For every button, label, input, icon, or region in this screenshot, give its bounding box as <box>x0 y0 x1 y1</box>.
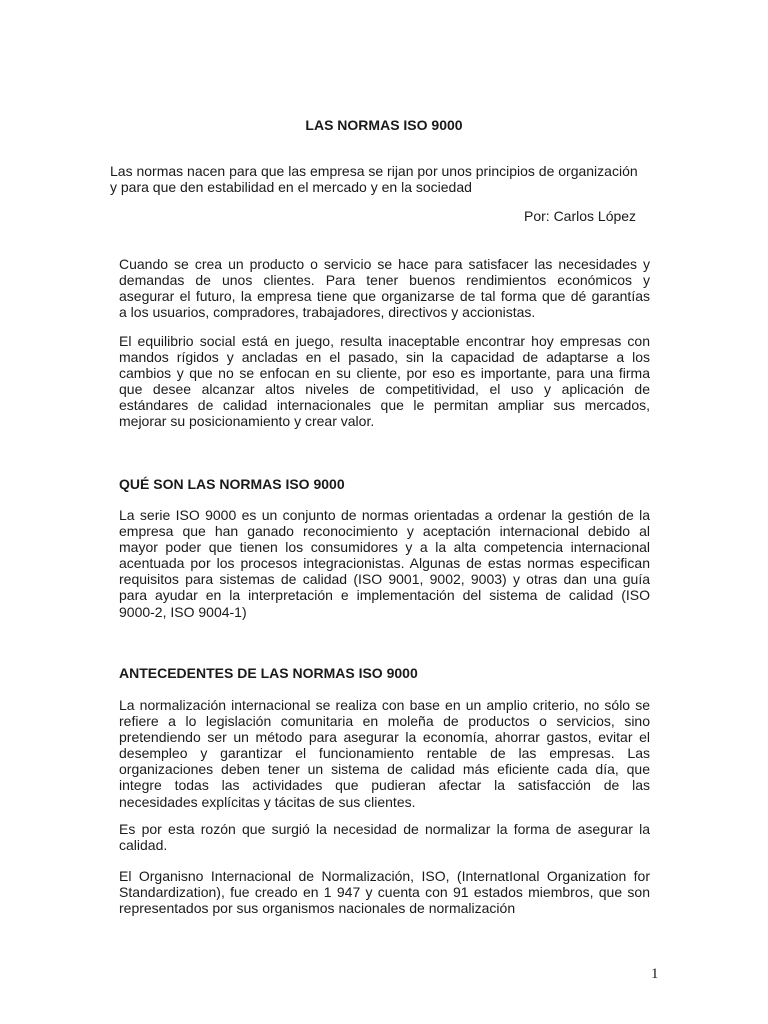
paragraph-line: demandas de unos clientes. Para tener buenos rendimientos económicos y <box>119 272 650 289</box>
paragraph-iso-organization <box>119 868 650 916</box>
paragraph-line: mandos rígidos y ancladas en el pasado, sin la capacidad de adaptarse a los <box>119 349 650 366</box>
paragraph-line: acentuada por los procesos integracionistas. Algunas de estas normas especifican <box>119 555 650 572</box>
paragraph-line: representados por sus organismos nacionales de normalización <box>119 900 516 917</box>
paragraph-line: refiere a lo legislación comunitaria en moleña de productos o servicios, sino <box>119 713 650 730</box>
paragraph-line: estándares de calidad internacionales que le permitan ampliar sus mercados, <box>119 397 650 414</box>
paragraph-line: empresa que han ganado reconocimiento y aceptación internacional debido al <box>119 523 650 540</box>
paragraph-line: mejorar su posicionamiento y crear valor. <box>119 413 375 430</box>
section-heading-what-are: QUÉ SON LAS NORMAS ISO 9000 <box>119 476 345 492</box>
paragraph-line: para ayudar en la interpretación e implementación del sistema de calidad (ISO <box>119 587 650 604</box>
paragraph-line: cambios y que no se enfocan en su cliente, por eso es importante, para una firma <box>119 365 650 382</box>
intro-paragraph <box>110 163 660 195</box>
paragraph-iso-series <box>119 507 650 620</box>
paragraph-line: El equilibrio social está en juego, resulta inaceptable encontrar hoy empresas con <box>119 333 650 349</box>
paragraph-line: Es por esta rozón que surgió la necesidad de normalizar la forma de asegurar la <box>119 821 650 837</box>
paragraph-line: a los usuarios, compradores, trabajadores, directivos y accionistas. <box>119 304 536 321</box>
document-title: LAS NORMAS ISO 9000 <box>305 117 463 133</box>
paragraph-line: necesidades explícitas y tácitas de sus clientes. <box>119 793 416 810</box>
paragraph-normalization <box>119 697 650 810</box>
paragraph-line: que desee alcanzar altos niveles de competitividad, el uso y aplicación de <box>119 381 650 398</box>
paragraph-line: La serie ISO 9000 es un conjunto de normas orientadas a ordenar la gestión de la <box>119 507 650 523</box>
paragraph-line: El Organisno Internacional de Normalización, ISO, (InternatIonal Organization for <box>119 868 650 884</box>
paragraph-line: asegurar el futuro, la empresa tiene que organizarse de tal forma que dé garantías <box>119 288 650 305</box>
author-byline: Por: Carlos López <box>524 208 637 224</box>
intro-line: y para que den estabilidad en el mercado y en la sociedad <box>110 179 472 195</box>
paragraph-products-services <box>119 256 650 320</box>
intro-line: Las normas nacen para que las empresa se rijan por unos principios de organización <box>110 163 638 179</box>
paragraph-reason <box>119 821 650 853</box>
paragraph-line: pretendiendo ser un método para asegurar la economía, ahorrar gastos, evitar el <box>119 729 650 746</box>
paragraph-line: calidad. <box>119 837 168 854</box>
paragraph-social-balance <box>119 333 650 430</box>
paragraph-line: requisitos para sistemas de calidad (ISO 9001, 9002, 9003) y otras dan una guía <box>119 571 650 588</box>
paragraph-line: desempleo y garantizar el funcionamiento rentable de las empresas. Las <box>119 745 650 762</box>
paragraph-line: La normalización internacional se realiza con base en un amplio criterio, no sólo se <box>119 697 650 713</box>
paragraph-line: 9000-2, ISO 9004-1) <box>119 603 247 620</box>
paragraph-line: mayor poder que tienen los consumidores y a la alta competencia internacional <box>119 539 650 556</box>
paragraph-line: integre todas las actividades que pudieran afectar la satisfacción de las <box>119 777 650 794</box>
paragraph-line: Cuando se crea un producto o servicio se hace para satisfacer las necesidades y <box>119 256 650 272</box>
paragraph-line: Standardization), fue creado en 1 947 y cuenta con 91 estados miembros, que son <box>119 884 650 901</box>
section-heading-background: ANTECEDENTES DE LAS NORMAS ISO 9000 <box>119 665 418 681</box>
page-number: 1 <box>651 966 659 982</box>
paragraph-line: organizaciones deben tener un sistema de calidad más eficiente cada día, que <box>119 761 650 778</box>
